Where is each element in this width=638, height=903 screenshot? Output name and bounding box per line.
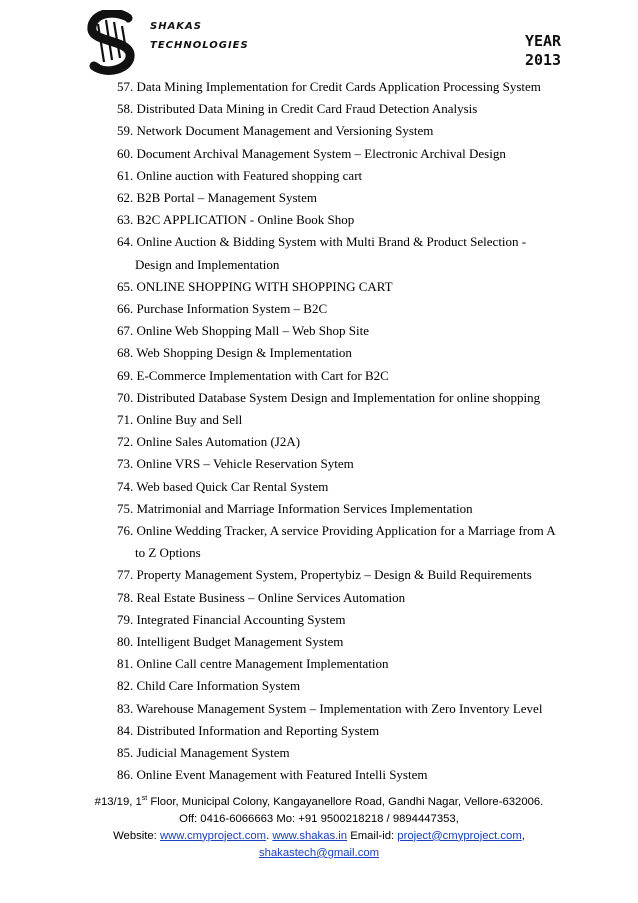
list-item bbox=[117, 209, 597, 231]
list-item-number: 62. bbox=[117, 190, 134, 206]
list-item-number: 75. bbox=[117, 500, 134, 516]
brand-line-1: SHAKAS bbox=[150, 21, 203, 32]
list-item-number: 83. bbox=[117, 700, 134, 716]
list-item-text: Distributed Information and Reporting System bbox=[136, 722, 380, 738]
list-item-number: 61. bbox=[117, 167, 134, 183]
list-item-continuation: Design and Implementation bbox=[135, 256, 280, 272]
list-item-text: Online VRS – Vehicle Reservation Sytem bbox=[136, 456, 354, 472]
list-item-text: Online Event Management with Featured Intelli System bbox=[136, 767, 428, 783]
list-item-number: 70. bbox=[117, 389, 134, 405]
brand-line-2: TECHNOLOGIES bbox=[150, 40, 249, 51]
list-item-number: 67. bbox=[117, 323, 134, 339]
list-item-text: Integrated Financial Accounting System bbox=[136, 611, 346, 627]
list-item-text: Online auction with Featured shopping cart bbox=[136, 167, 363, 183]
year-badge bbox=[512, 32, 574, 70]
list-item-number: 63. bbox=[117, 212, 134, 228]
list-item-text: Online Sales Automation (J2A) bbox=[136, 434, 301, 450]
list-item-text: ONLINE SHOPPING WITH SHOPPING CART bbox=[136, 278, 393, 294]
list-item-number: 60. bbox=[117, 145, 134, 161]
list-item-text: Child Care Information System bbox=[136, 678, 301, 694]
list-item bbox=[117, 653, 597, 675]
list-item-number: 79. bbox=[117, 611, 134, 627]
footer-contacts bbox=[60, 828, 578, 845]
list-item-text: Online Auction & Bidding System with Multi Brand & Product Selection - bbox=[136, 234, 527, 250]
list-item-number: 65. bbox=[117, 278, 134, 294]
footer-phones: Off: 0416-6066663 Mo: +91 9500218218 / 9894447353, bbox=[179, 812, 459, 825]
list-item-text: Distributed Data Mining in Credit Card Fraud Detection Analysis bbox=[136, 101, 478, 117]
website-link-cmyproject[interactable]: www.cmyproject.com bbox=[159, 829, 267, 842]
list-item-number: 64. bbox=[117, 234, 134, 250]
list-item-text: Network Document Management and Versioning System bbox=[136, 123, 434, 139]
list-item-number: 86. bbox=[117, 767, 134, 783]
list-item-number: 57. bbox=[117, 79, 134, 94]
year-value: 2013 bbox=[524, 51, 562, 69]
list-item bbox=[117, 276, 597, 298]
list-item-text: Warehouse Management System – Implementation with Zero Inventory Level bbox=[136, 700, 543, 716]
list-item bbox=[117, 498, 597, 520]
list-item bbox=[117, 320, 597, 342]
list-item-text: Document Archival Management System – Electronic Archival Design bbox=[136, 145, 506, 161]
list-item-number: 76. bbox=[117, 523, 134, 539]
list-item-number: 69. bbox=[117, 367, 134, 383]
list-item-number: 78. bbox=[117, 589, 134, 605]
website-label: Website: bbox=[113, 829, 160, 842]
list-item bbox=[117, 675, 597, 697]
list-item bbox=[117, 120, 597, 142]
email-link-project[interactable]: project@cmyproject.com bbox=[397, 829, 522, 842]
list-item-number: 59. bbox=[117, 123, 134, 139]
list-item-text: Distributed Database System Design and Implementation for online shopping bbox=[136, 389, 541, 405]
list-item bbox=[117, 742, 597, 764]
list-item-number: 81. bbox=[117, 656, 134, 672]
list-item-number: 66. bbox=[117, 301, 134, 317]
list-item bbox=[117, 698, 597, 720]
list-item-number: 68. bbox=[117, 345, 134, 361]
list-item bbox=[117, 387, 597, 409]
footer-email-line bbox=[60, 845, 578, 862]
list-item bbox=[117, 409, 597, 431]
list-item bbox=[117, 231, 597, 275]
project-list bbox=[117, 76, 597, 787]
list-item-text: Online Call centre Management Implementation bbox=[136, 656, 389, 672]
page-header bbox=[0, 0, 638, 80]
list-item-text: Online Web Shopping Mall – Web Shop Site bbox=[136, 323, 370, 339]
list-item-text: Data Mining Implementation for Credit Cards Application Processing System bbox=[136, 79, 541, 94]
list-item-number: 58. bbox=[117, 101, 134, 117]
list-item bbox=[117, 453, 597, 475]
list-item bbox=[117, 76, 597, 98]
list-item-number: 82. bbox=[117, 678, 134, 694]
list-item bbox=[117, 165, 597, 187]
list-item-number: 80. bbox=[117, 634, 134, 650]
list-item bbox=[117, 764, 597, 786]
list-item-text: Web based Quick Car Rental System bbox=[136, 478, 329, 494]
list-item-text: B2B Portal – Management System bbox=[136, 190, 318, 206]
list-item-text: Web Shopping Design & Implementation bbox=[136, 345, 352, 361]
email-label: Email-id: bbox=[347, 829, 398, 842]
list-item bbox=[117, 631, 597, 653]
year-label: YEAR bbox=[524, 32, 562, 50]
address-rest: Floor, Municipal Colony, Kangayanellore Road, Gandhi Nagar, Vellore-632006. bbox=[147, 795, 544, 808]
list-item-text: E-Commerce Implementation with Cart for B2C bbox=[136, 367, 389, 383]
list-item-text: Judicial Management System bbox=[136, 745, 290, 761]
list-item-number: 85. bbox=[117, 745, 134, 761]
list-item-number: 74. bbox=[117, 478, 134, 494]
footer-address bbox=[60, 790, 578, 811]
list-item bbox=[117, 143, 597, 165]
list-item-text: Intelligent Budget Management System bbox=[136, 634, 344, 650]
list-item bbox=[117, 98, 597, 120]
list-item bbox=[117, 365, 597, 387]
list-item bbox=[117, 342, 597, 364]
list-item-text: Property Management System, Propertybiz – Design & Build Requirements bbox=[136, 567, 532, 583]
list-item-number: 71. bbox=[117, 412, 134, 428]
list-item bbox=[117, 720, 597, 742]
list-item-continuation: to Z Options bbox=[135, 545, 201, 561]
separator: , bbox=[521, 829, 525, 842]
list-item-number: 84. bbox=[117, 722, 134, 738]
list-item bbox=[117, 609, 597, 631]
list-item-number: 72. bbox=[117, 434, 134, 450]
address-prefix: #13/19, 1 bbox=[94, 795, 142, 808]
list-item bbox=[117, 564, 597, 586]
list-item bbox=[117, 587, 597, 609]
list-item bbox=[117, 187, 597, 209]
list-item-number: 73. bbox=[117, 456, 134, 472]
website-link-shakas[interactable]: www.shakas.in bbox=[272, 829, 348, 842]
separator: . bbox=[266, 829, 273, 842]
page-footer bbox=[60, 790, 578, 862]
list-item bbox=[117, 520, 597, 564]
list-item-text: Online Buy and Sell bbox=[136, 412, 243, 428]
list-item bbox=[117, 431, 597, 453]
list-item-text: Online Wedding Tracker, A service Providing Application for a Marriage from A bbox=[136, 523, 556, 539]
list-item-text: Matrimonial and Marriage Information Services Implementation bbox=[136, 500, 473, 516]
brand-name bbox=[150, 17, 249, 55]
list-item bbox=[117, 298, 597, 320]
address-superscript: st bbox=[141, 795, 148, 802]
email-link-shakastech[interactable]: shakastech@gmail.com bbox=[258, 846, 380, 859]
list-item-text: Purchase Information System – B2C bbox=[136, 301, 328, 317]
list-item-text: Real Estate Business – Online Services Automation bbox=[136, 589, 406, 605]
list-item bbox=[117, 476, 597, 498]
list-item-number: 77. bbox=[117, 567, 134, 583]
shakas-logo bbox=[84, 10, 142, 76]
list-item-text: B2C APPLICATION - Online Book Shop bbox=[136, 212, 355, 228]
